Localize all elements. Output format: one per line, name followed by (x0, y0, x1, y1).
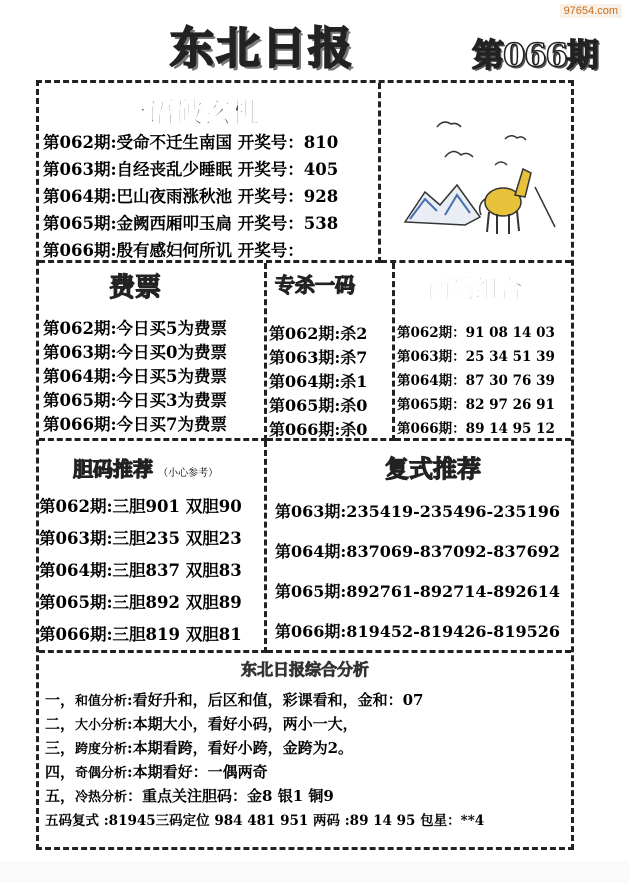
analysis-key: 大小分析 (75, 718, 128, 733)
list-item: 第062期:三胆901 双胆90 (39, 497, 242, 516)
list-item: 第062期:今日买5为费票 (43, 319, 228, 338)
list-item: 第065期:三胆892 双胆89 (39, 593, 242, 612)
list-item: 第063期:杀7 (269, 348, 368, 367)
analysis-row (45, 761, 484, 785)
analysis-text: :本期看好：一偶两奇 (127, 763, 268, 781)
dan-list (39, 493, 242, 653)
newspaper-title: 东北日报 (170, 23, 354, 74)
analysis-list (45, 689, 484, 833)
list-item: 第063期:235419-235496-235196 (275, 502, 560, 521)
illustration-panel (381, 83, 571, 263)
list-item: 第062期：91 08 14 03 (397, 325, 555, 341)
list-item: 第066期：89 14 95 12 (397, 421, 555, 437)
kill-title: 专杀一码 (275, 273, 355, 297)
dan-section (39, 441, 267, 653)
list-item: 第066期:三胆819 双胆81 (39, 625, 242, 644)
analysis-key: 跨度分析 (75, 742, 128, 757)
analysis-row (45, 785, 484, 809)
list-item: 第065期:892761-892714-892614 (275, 582, 560, 601)
list-item: 第066期:杀0 (269, 420, 368, 439)
analysis-text: :本期看跨，看好小跨，金跨为2。 (127, 739, 354, 757)
issue-number: 第066期 (472, 36, 598, 74)
waste-title: 费票 (109, 273, 162, 303)
list-item: 第063期:三胆235 双胆23 (39, 529, 242, 548)
site-watermark: 97654.com (560, 4, 622, 18)
analysis-row (45, 737, 484, 761)
list-item: 第065期:今日买3为费票 (43, 391, 228, 410)
analysis-num: 二， (45, 715, 76, 733)
multi-list (275, 499, 560, 659)
analysis-key: 和值分析 (75, 694, 128, 709)
list-item: 第066期:殷有感妇何所讥 开奖号： (43, 241, 304, 260)
analysis-num: 三， (45, 739, 76, 757)
main-frame (36, 80, 574, 850)
analysis-title: 东北日报综合分析 (240, 660, 369, 679)
list-item: 第063期:今日买0为费票 (43, 343, 228, 362)
analysis-footer: 五码复式 :81945三码定位 984 481 951 两码 :89 14 95 包星：**4 (45, 813, 485, 829)
dan-title: 胆码推荐 (73, 457, 153, 481)
list-item: 第066期:819452-819426-819526 (275, 622, 560, 641)
analysis-row (45, 689, 484, 713)
multi-title: 复式推荐 (385, 454, 481, 483)
list-item: 第065期:金阙西厢叩玉扃 开奖号：538 (43, 214, 339, 233)
list-item: 第063期：25 34 51 39 (397, 349, 555, 365)
list-item: 第064期:巴山夜雨涨秋池 开奖号：928 (43, 187, 339, 206)
waste-list (43, 315, 227, 435)
analysis-num: 五， (45, 787, 76, 805)
riddle-section (39, 83, 381, 263)
analysis-text: :看好升和，后区和值，彩课看和，金和：07 (127, 691, 424, 709)
list-item: 第064期:三胆837 双胆83 (39, 561, 242, 580)
kill-list (269, 321, 367, 441)
list-item: 第065期:杀0 (269, 396, 368, 415)
bottom-strip (0, 861, 630, 883)
analysis-text: ：重点关注胆码：金8 银1 铜9 (127, 787, 334, 805)
pair-section (395, 263, 571, 441)
multi-section (267, 441, 571, 653)
riddle-list (43, 129, 338, 264)
analysis-key: 冷热分析 (75, 790, 128, 805)
dan-heading (73, 453, 218, 482)
pair-list (397, 321, 555, 441)
dan-note: （小心参考） (158, 468, 219, 479)
list-item: 第064期:杀1 (269, 372, 368, 391)
list-item: 第064期:今日买5为费票 (43, 367, 228, 386)
mountain-horse-illustration (385, 87, 565, 257)
list-item: 第066期:今日买7为费票 (43, 415, 228, 434)
list-item: 第064期:837069-837092-837692 (275, 542, 560, 561)
analysis-row (45, 713, 484, 737)
kill-section (267, 263, 395, 441)
list-item: 第062期:受命不迁生南国 开奖号：810 (43, 133, 339, 152)
list-item: 第063期:自经丧乱少睡眠 开奖号：405 (43, 160, 339, 179)
analysis-key: 奇偶分析 (75, 766, 128, 781)
list-item: 第065期：82 97 26 91 (397, 397, 555, 413)
analysis-section (39, 653, 571, 847)
pair-title: 两码组合 (427, 274, 523, 303)
analysis-num: 一， (45, 691, 76, 709)
waste-section (39, 263, 267, 441)
analysis-text: :本期大小，看好小码，两小一大， (127, 715, 358, 733)
list-item: 第062期:杀2 (269, 324, 368, 343)
analysis-num: 四， (45, 763, 76, 781)
list-item: 第064期：87 30 76 39 (397, 373, 555, 389)
riddle-title: 一语破玄机 (119, 96, 260, 129)
